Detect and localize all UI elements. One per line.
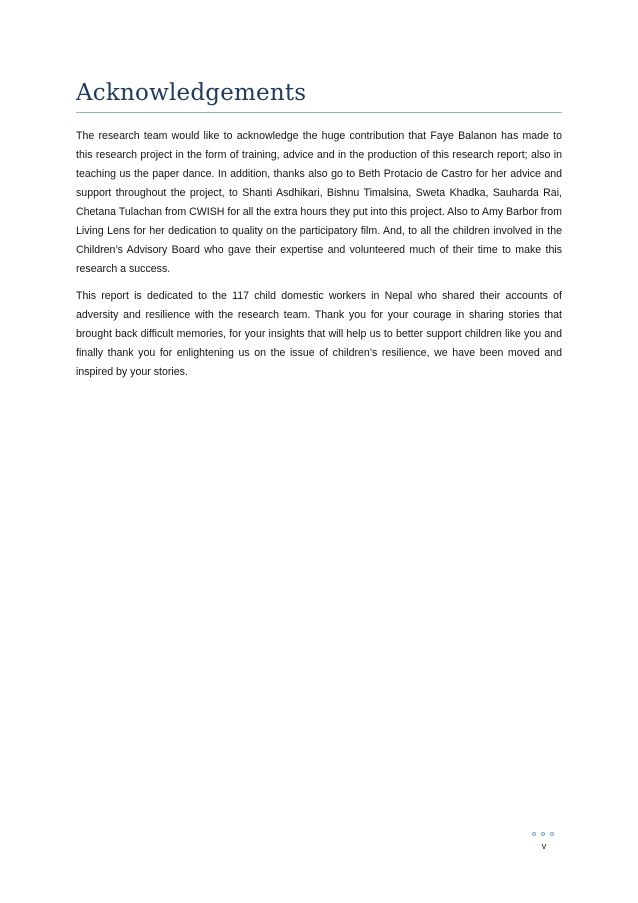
- page-title: Acknowledgements: [76, 80, 307, 106]
- footer-dots-ornament: [532, 832, 556, 838]
- title-underline-divider: [76, 112, 562, 113]
- body-text: [76, 127, 562, 390]
- acknowledgement-paragraph: The research team would like to acknowledge the huge contribution that Faye Balanon has made to this research project in the form of training, advice and in the production of this research report; also in teaching us the paper dance. In addition, thanks also go to Beth Protacio de Castro for her advice and support throughout the project, to Shanti Asdhikari, Bishnu Timalsina, Sweta Khadka, Sauharda Rai, Chetana Tulachan from CWISH for all the extra hours they put into this project. Also to Amy Barbor from Living Lens for her dedication to quality on the participatory film. And, to all the children involved in the Children’s Advisory Board who gave their expertise and volunteered much of their time to make this research a success.: [76, 130, 562, 275]
- dedication-paragraph: This report is dedicated to the 117 child domestic workers in Nepal who shared their accounts of adversity and resilience with the research team. Thank you for your courage in sharing stories that brought back difficult memories, for your insights that will help us to better support children like you and finally thank you for enlightening us on the issue of children’s resilience, we have been moved and inspired by your stories.: [76, 290, 562, 378]
- dot-icon: [541, 832, 545, 836]
- page-number: v: [541, 841, 547, 851]
- dot-icon: [550, 832, 554, 836]
- dot-icon: [532, 832, 536, 836]
